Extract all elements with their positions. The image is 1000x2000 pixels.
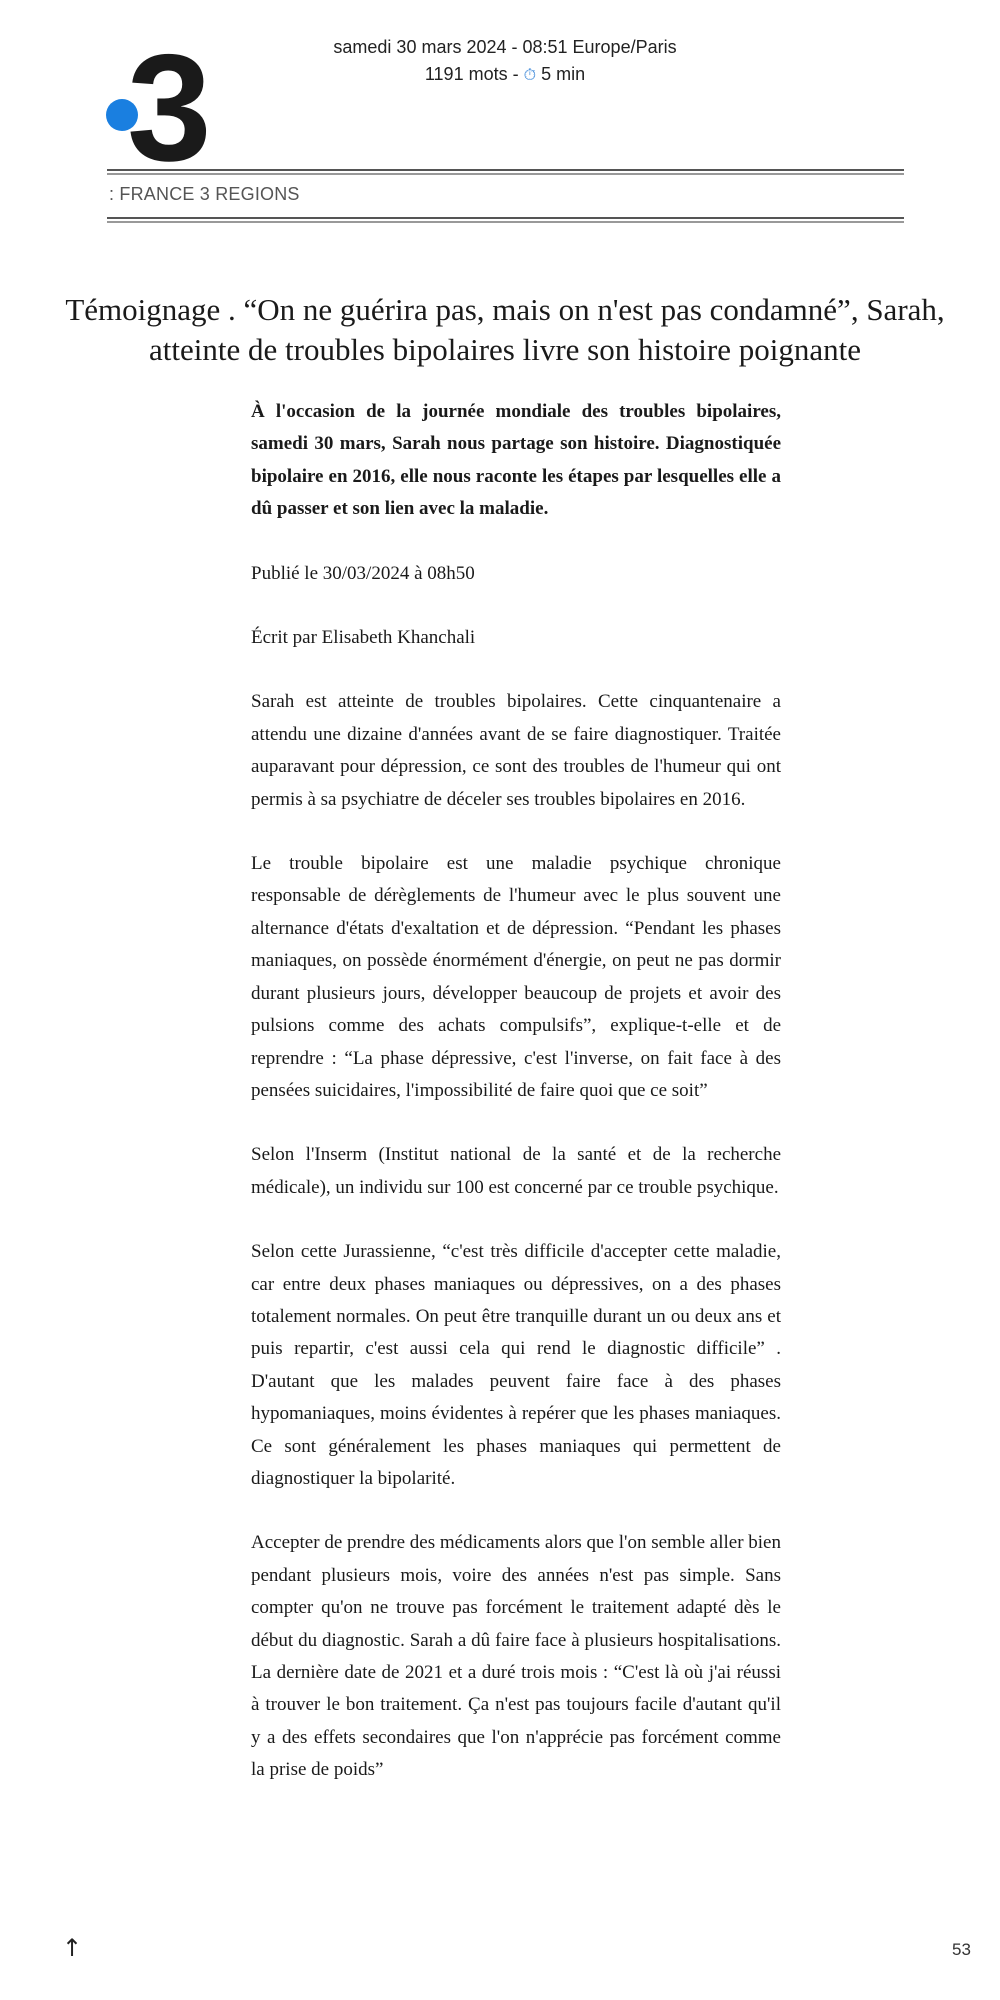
reading-info (300, 61, 710, 89)
header-rule-bottom (107, 217, 904, 223)
article-meta (300, 34, 710, 89)
source-label: : FRANCE 3 REGIONS (109, 184, 300, 204)
published-date: Publié le 30/03/2024 à 08h50 (251, 562, 475, 584)
article-lead: À l'occasion de la journée mondiale des troubles bipolaires, samedi 30 mars, Sarah nous partage son histoire. Diagnostiquée bipolaire en 2016, elle nous raconte les étapes par lesquelles elle a dû passer et son lien avec la maladie. (251, 401, 781, 520)
paragraph: Le trouble bipolaire est une maladie psychique chronique responsable de dérèglements de l'humeur avec le plus souvent une alternance d'états d'exaltation et de dépression. “Pendant les phases maniaques, on possède énormément d'énergie, on peut ne pas dormir durant plusieurs jours, développer beaucoup de projets et avoir des pulsions comme des achats compulsifs”, explique-t-elle et de reprendre : “La phase dépressive, c'est l'inverse, on fait face à des pensées suicidaires, l'impossibilité de faire quoi que ce soit” (251, 853, 781, 1101)
word-count: 1191 mots - (424, 64, 519, 84)
arrow-up-icon[interactable]: ↑ (62, 1934, 83, 1962)
header-rule-top (107, 169, 904, 175)
paragraph: Selon l'Inserm (Institut national de la santé et de la recherche médicale), un individu sur 100 est concerné par ce trouble psychique. (251, 1144, 781, 1198)
paragraph: Selon cette Jurassienne, “c'est très difficile d'accepter cette maladie, car entre deux phases maniaques ou dépressives, on a des phases totalement normales. On peut être tranquille durant un ou deux ans et puis repartir, c'est aussi cela qui rend le diagnostic difficile” . D'autant que les malades peuvent faire face à des phases hypomaniaques, moins évidentes à repérer que les phases maniaques. Ce sont généralement les phases maniaques qui permettent de diagnostiquer la bipolarité. (251, 1241, 781, 1489)
france3-logo (105, 34, 217, 164)
stopwatch-icon: ⏱ (523, 67, 537, 84)
paragraph: Sarah est atteinte de troubles bipolaires. Cette cinquantenaire a attendu une dizaine d'années avant de se faire diagnostiquer. Traitée auparavant pour dépression, ce sont des troubles de l'humeur qui ont permis à sa psychiatre de déceler ses troubles bipolaires en 2016. (251, 691, 781, 810)
read-time: 5 min (541, 64, 586, 84)
logo-digit: 3 (127, 34, 212, 164)
page-number: 53 (952, 1940, 971, 1959)
article-body (251, 396, 781, 1819)
paragraph: Accepter de prendre des médicaments alors que l'on semble aller bien pendant plusieurs mois, voire des années n'est pas simple. Sans compter qu'on ne trouve pas forcément le traitement adapté dès le début du diagnostic. Sarah a dû faire face à plusieurs hospitalisations. La dernière date de 2021 et a duré trois mois : “C'est là où j'ai réussi à trouver le bon traitement. Ça n'est pas toujours facile d'autant qu'il y a des effets secondaires que l'on n'apprécie pas forcément comme la prise de poids” (251, 1532, 781, 1781)
author: Écrit par Elisabeth Khanchali (251, 627, 476, 649)
date-line: samedi 30 mars 2024 - 08:51 Europe/Paris (333, 37, 677, 57)
article-title: Témoignage . “On ne guérira pas, mais on n'est pas condamné”, Sarah, atteinte de troubles bipolaires livre son histoire poignante (65, 292, 945, 367)
